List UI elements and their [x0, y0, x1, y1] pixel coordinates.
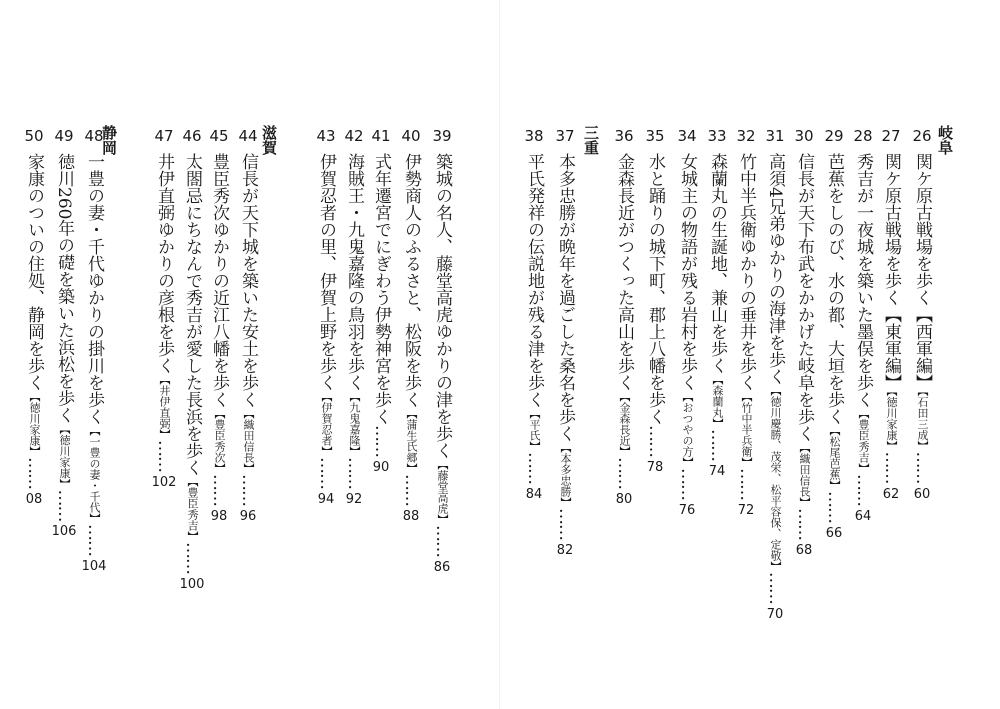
- entry-number: 41: [371, 127, 391, 145]
- entry-page-number: 08: [25, 492, 43, 507]
- toc-entry[interactable]: [80, 125, 108, 578]
- page-fold: [499, 0, 500, 709]
- entry-person: 【森蘭丸】: [711, 374, 724, 429]
- entry-page-number: 64: [854, 509, 872, 524]
- entry-title: 平氏発祥の伝説地が残る津を歩く: [524, 153, 544, 408]
- toc-entry[interactable]: [820, 125, 848, 545]
- entry-leader-dots: ……: [824, 491, 844, 523]
- region-gifu: 岐阜: [936, 125, 954, 155]
- entry-person: 【豊臣秀吉】: [857, 408, 870, 474]
- entry-leader-dots: ……: [432, 525, 452, 557]
- entry-person: 【豊臣秀吉】: [186, 476, 199, 542]
- entry-page-number: 86: [433, 560, 451, 575]
- toc-entry[interactable]: [673, 125, 701, 522]
- entry-number: 50: [24, 127, 44, 145]
- entry-person: 【蒲生氏郷】: [405, 408, 418, 474]
- entry-number: 39: [432, 127, 452, 145]
- entry-title: 築城の名人、藤堂高虎ゆかりの津を歩く: [432, 153, 452, 459]
- region-shiga: 滋賀: [260, 125, 278, 155]
- entry-page-number: 60: [913, 486, 931, 502]
- entry-leader-dots: ……: [524, 452, 544, 484]
- entry-number: 38: [524, 127, 544, 145]
- toc-entry[interactable]: [908, 125, 936, 506]
- entry-page-number: 78: [646, 460, 664, 475]
- entry-page-number: 94: [317, 492, 335, 507]
- entry-title: 太閤忌にちなんで秀吉が愛した長浜を歩く: [182, 153, 202, 476]
- entry-page-number: 62: [882, 486, 900, 502]
- toc-entry[interactable]: [340, 125, 368, 511]
- entry-number: 45: [209, 127, 229, 145]
- entry-person: 【豊臣秀次】: [213, 408, 226, 474]
- toc-entry[interactable]: [397, 125, 425, 528]
- entry-title: 秀吉が一夜城を築いた墨俣を歩く: [853, 153, 873, 408]
- entry-title: 本多忠勝が晩年を過ごした桑名を歩く: [555, 153, 575, 442]
- toc-entry[interactable]: [849, 125, 877, 528]
- region-shizuoka: 静岡: [100, 125, 118, 155]
- toc-entry[interactable]: [178, 125, 206, 596]
- entry-person: 【徳川慶勝、茂栄、松平容保、定敬】: [769, 384, 782, 572]
- entry-number: 44: [238, 127, 258, 145]
- entry-number: 34: [677, 127, 697, 145]
- entry-leader-dots: ……: [853, 474, 873, 506]
- entry-person: 【織田信長】: [798, 442, 811, 508]
- entry-title: 一豊の妻・千代ゆかりの掛川を歩く: [84, 153, 104, 425]
- entry-leader-dots: ……: [84, 524, 104, 556]
- entry-number: 29: [824, 127, 844, 145]
- entry-person: 【徳川家康】: [58, 423, 71, 490]
- entry-page-number: 82: [556, 543, 574, 558]
- entry-title: 信長が天下布武をかかげた岐阜を歩く: [794, 153, 814, 442]
- entry-leader-dots: ……: [645, 425, 665, 457]
- toc-entry[interactable]: [520, 125, 548, 506]
- entry-person: 【一豊の妻・千代】: [88, 425, 101, 524]
- entry-number: 26: [912, 127, 932, 145]
- entry-leader-dots: ……: [881, 451, 901, 484]
- entry-title: 女城主の物語が残る岩村を歩く: [677, 153, 697, 391]
- toc-entry[interactable]: [703, 125, 731, 483]
- entry-number: 30: [794, 127, 814, 145]
- entry-title: 豊臣秀次ゆかりの近江八幡を歩く: [209, 153, 229, 408]
- entry-page-number: 90: [372, 460, 390, 475]
- entry-number: 49: [54, 127, 74, 145]
- entry-person: 【石田三成】: [916, 391, 929, 452]
- entry-page-number: 102: [151, 475, 177, 490]
- entry-title: 伊勢商人のふるさと、松阪を歩く: [401, 153, 421, 408]
- toc-entry[interactable]: [312, 125, 340, 511]
- entry-person: 【松尾芭蕉】: [828, 425, 841, 491]
- entry-title: 高須4兄弟ゆかりの海津を歩く: [765, 153, 785, 385]
- toc-entry[interactable]: [205, 125, 233, 528]
- entry-number: 43: [316, 127, 336, 145]
- entry-leader-dots: ……: [614, 457, 634, 489]
- entry-page-number: 74: [708, 464, 726, 479]
- entry-number: 37: [555, 127, 575, 145]
- entry-person: 【織田信長】: [242, 408, 255, 474]
- entry-page-number: 92: [345, 492, 363, 507]
- entry-person: 【井伊直弼】: [158, 374, 171, 440]
- entry-page-number: 106: [51, 524, 77, 540]
- entry-number: 28: [853, 127, 873, 145]
- entry-person: 【藤堂高虎】: [436, 459, 449, 525]
- entry-number: 35: [645, 127, 665, 145]
- toc-entry[interactable]: [610, 125, 638, 511]
- entry-person: 【徳川家康】: [28, 391, 41, 457]
- entry-leader-dots: ……: [371, 425, 391, 457]
- region-mie: 三重: [582, 125, 600, 155]
- entry-person: 【伊賀忍者】: [320, 391, 333, 457]
- entry-number: 40: [401, 127, 421, 145]
- entry-person: 【金森長近】: [618, 391, 631, 457]
- entry-number: 47: [154, 127, 174, 145]
- entry-title: 信長が天下城を築いた安土を歩く: [238, 153, 258, 408]
- entry-number: 36: [614, 127, 634, 145]
- toc-entry[interactable]: [234, 125, 262, 528]
- entry-leader-dots: ……: [912, 451, 932, 484]
- entry-number: 33: [707, 127, 727, 145]
- entry-number: 31: [765, 127, 785, 145]
- toc-entry[interactable]: [641, 125, 669, 479]
- entry-leader-dots: ……: [765, 571, 785, 604]
- entry-leader-dots: ……: [794, 508, 814, 540]
- toc-entry[interactable]: [732, 125, 760, 522]
- entry-person: 【竹中半兵衛】: [740, 391, 753, 468]
- entry-page-number: 98: [210, 509, 228, 524]
- entry-leader-dots: ……: [677, 468, 697, 500]
- entry-title: 徳川260年の礎を築いた浜松を歩く: [54, 153, 74, 424]
- entry-page-number: 100: [179, 577, 205, 592]
- toc-entry[interactable]: [761, 125, 789, 626]
- entry-leader-dots: ……: [182, 542, 202, 574]
- entry-number: 46: [182, 127, 202, 145]
- entry-title: 芭蕉をしのび、水の都、大垣を歩く: [824, 153, 844, 425]
- entry-title: 家康のついの住処、静岡を歩く: [24, 153, 44, 391]
- entry-leader-dots: ……: [54, 489, 74, 522]
- entry-leader-dots: ……: [736, 468, 756, 500]
- entry-title: 井伊直弼ゆかりの彦根を歩く: [154, 153, 174, 374]
- toc-entry[interactable]: [790, 125, 818, 562]
- entry-title: 竹中半兵衛ゆかりの垂井を歩く: [736, 153, 756, 391]
- entry-title: 式年遷宮でにぎわう伊勢神宮を歩く: [371, 153, 391, 425]
- toc-entry[interactable]: [50, 125, 78, 543]
- entry-page-number: 80: [615, 492, 633, 507]
- entry-person: 【徳川家康】: [885, 391, 898, 452]
- toc-entry[interactable]: [150, 125, 178, 494]
- entry-title: 水と踊りの城下町、郡上八幡を歩く: [645, 153, 665, 425]
- entry-leader-dots: ……: [707, 429, 727, 461]
- entry-number: 42: [344, 127, 364, 145]
- toc-entry[interactable]: [877, 125, 905, 506]
- entry-page-number: 84: [525, 487, 543, 502]
- entry-leader-dots: ……: [401, 474, 421, 506]
- entry-leader-dots: ……: [24, 457, 44, 489]
- entry-leader-dots: ……: [316, 457, 336, 489]
- entry-title: 伊賀忍者の里、伊賀上野を歩く: [316, 153, 336, 391]
- entry-page-number: 104: [81, 559, 107, 574]
- entry-person: 【本多忠勝】: [559, 442, 572, 508]
- toc-entry[interactable]: [367, 125, 395, 479]
- entry-title: 森蘭丸の生誕地、兼山を歩く: [707, 153, 727, 374]
- toc-entry[interactable]: [20, 125, 48, 511]
- entry-person: 【九鬼嘉隆】: [348, 391, 361, 457]
- entry-page-number: 66: [825, 526, 843, 541]
- entry-title: 海賊王・九鬼嘉隆の鳥羽を歩く: [344, 153, 364, 391]
- entry-leader-dots: ……: [555, 508, 575, 540]
- entry-person: 【おつやの方】: [681, 391, 694, 468]
- entry-page-number: 68: [795, 543, 813, 558]
- entry-number: 27: [881, 127, 901, 145]
- entry-leader-dots: ……: [344, 457, 364, 489]
- entry-page-number: 72: [737, 503, 755, 518]
- entry-page-number: 88: [402, 509, 420, 524]
- entry-leader-dots: ……: [154, 440, 174, 472]
- toc-entry[interactable]: [551, 125, 579, 562]
- entry-page-number: 96: [239, 509, 257, 524]
- entry-title: 金森長近がつくった高山を歩く: [614, 153, 634, 391]
- entry-number: 48: [84, 127, 104, 145]
- entry-title: 関ケ原古戦場を歩く【東軍編】: [881, 153, 901, 391]
- entry-number: 32: [736, 127, 756, 145]
- entry-leader-dots: ……: [209, 474, 229, 506]
- entry-page-number: 70: [766, 606, 784, 622]
- entry-page-number: 76: [678, 503, 696, 518]
- entry-person: 【平氏】: [528, 408, 541, 452]
- entry-leader-dots: ……: [238, 474, 258, 506]
- toc-entry[interactable]: [428, 125, 456, 579]
- entry-title: 関ケ原古戦場を歩く【西軍編】: [912, 153, 932, 391]
